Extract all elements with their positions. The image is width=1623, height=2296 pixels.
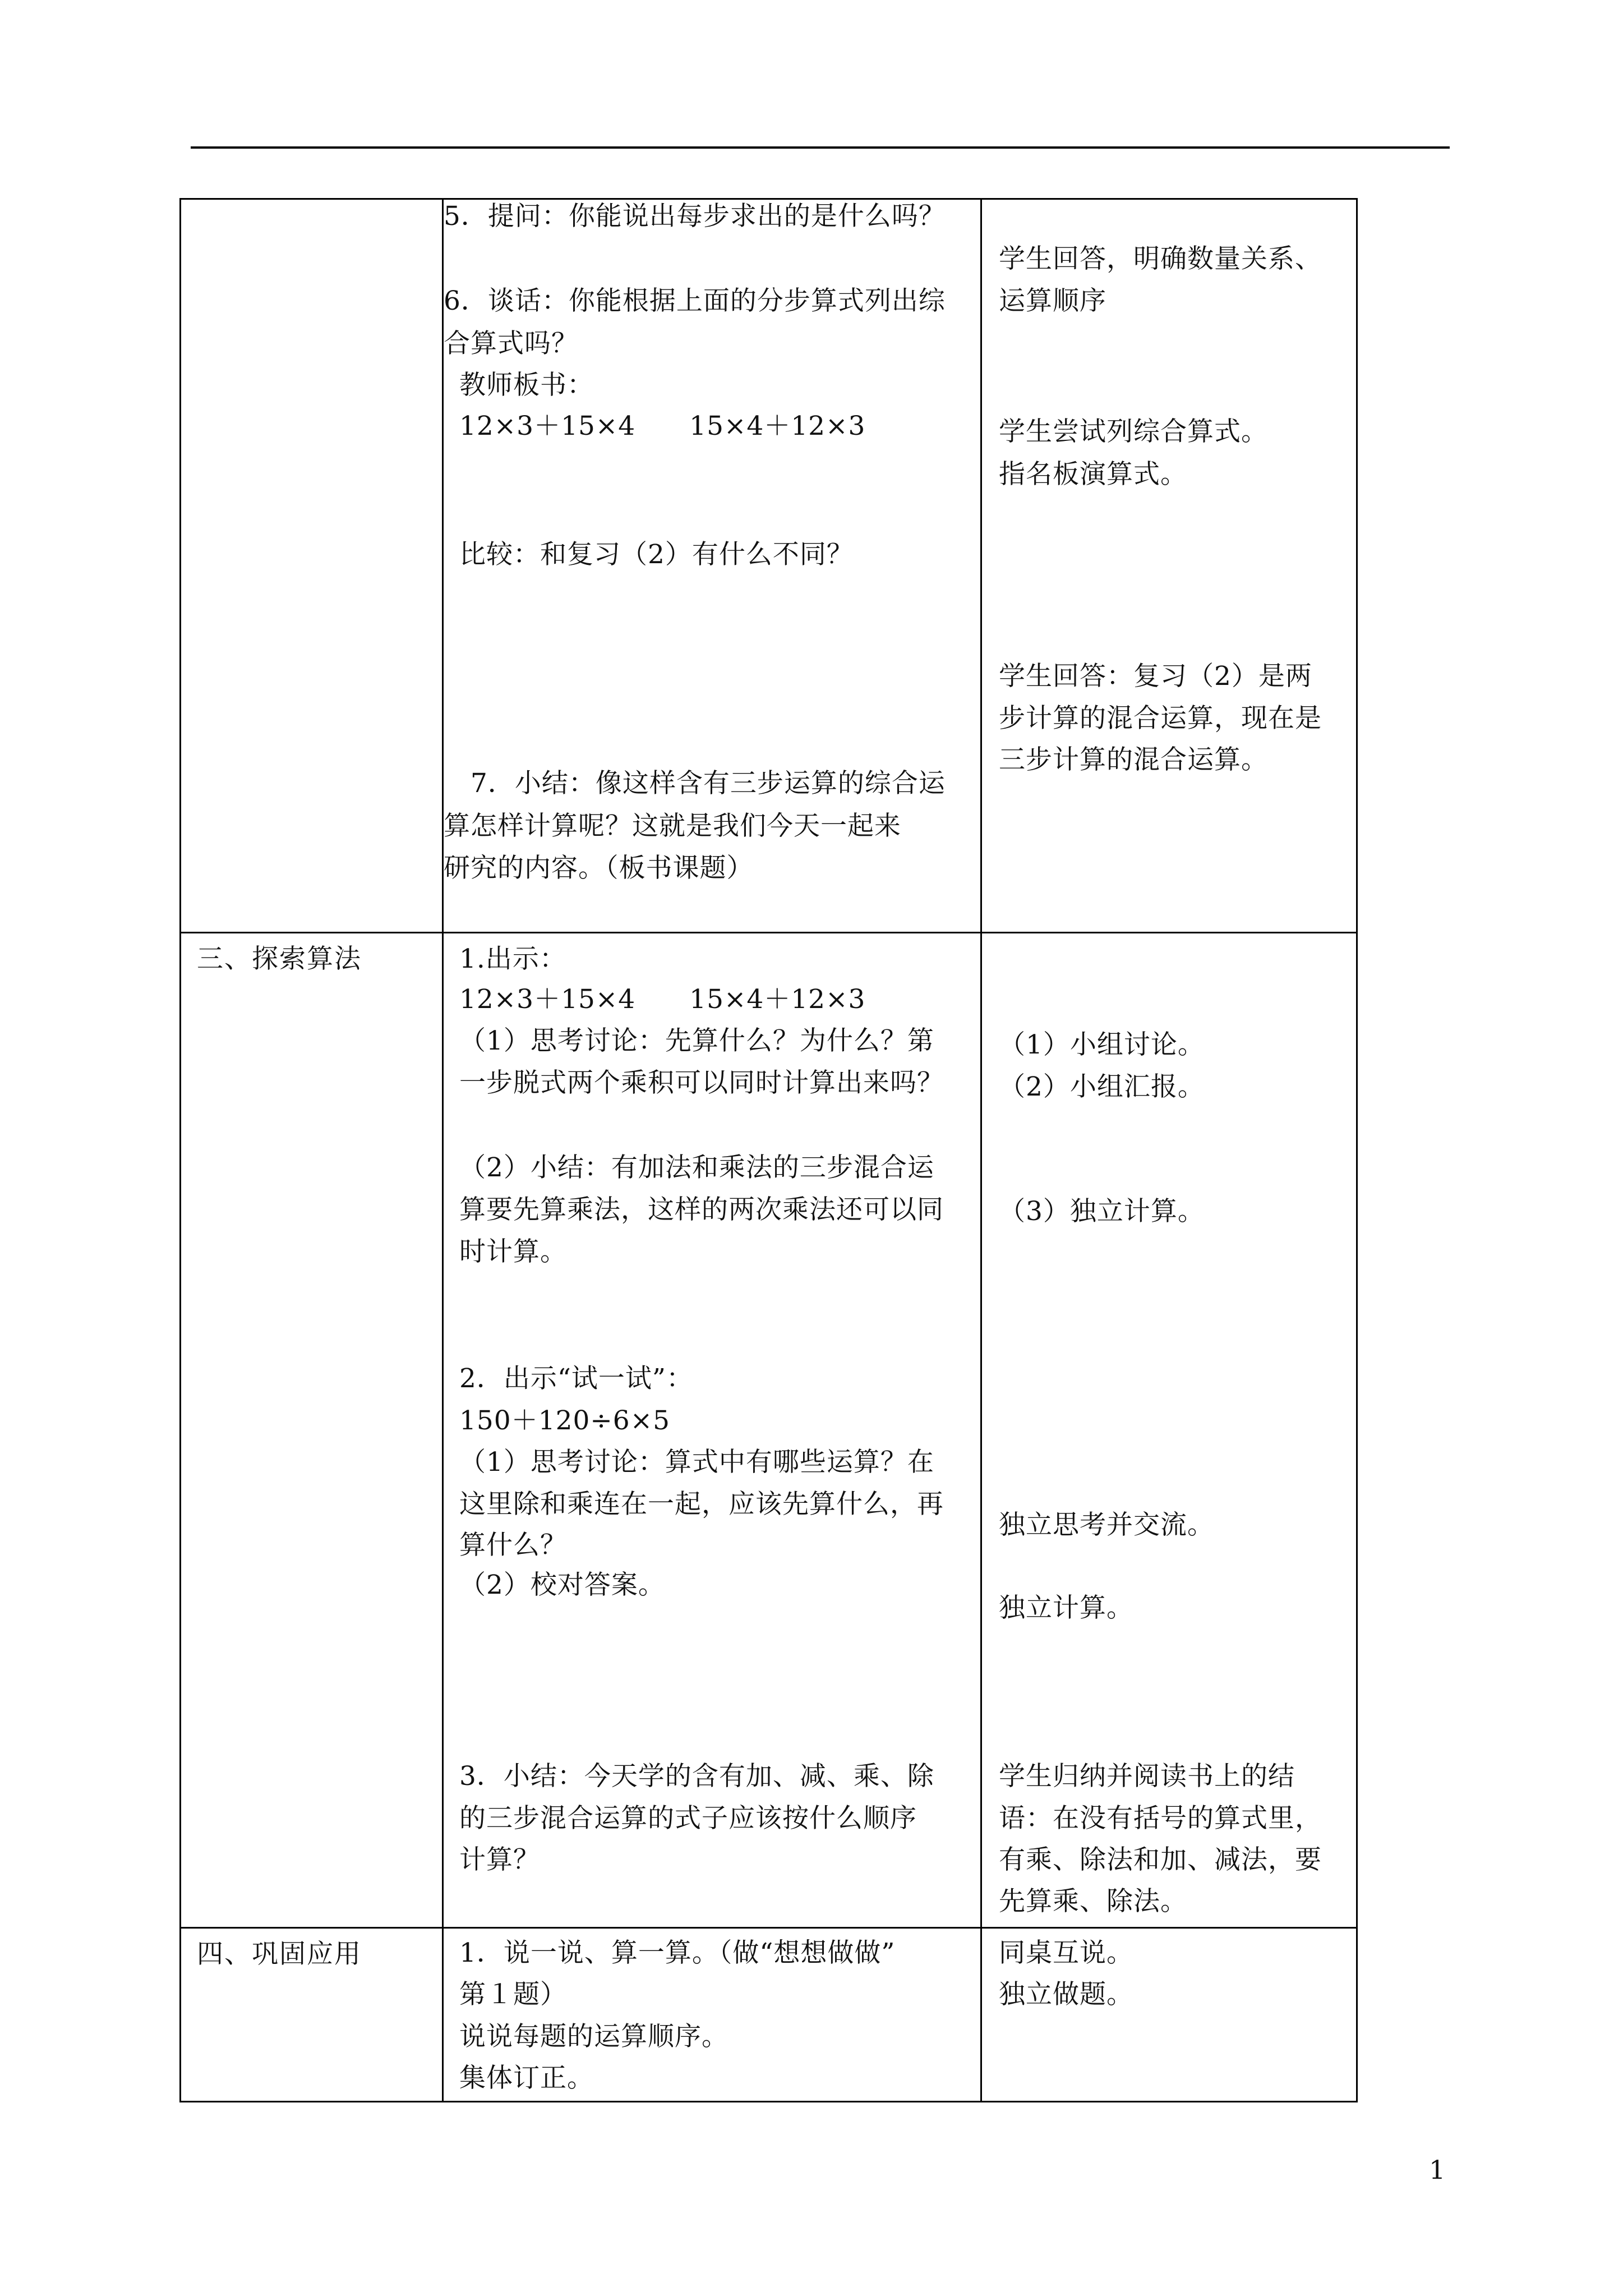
page-number: 1 (1429, 2155, 1446, 2185)
student-line: （2）小组汇报。 (999, 1071, 1205, 1102)
teacher-line: 算要先算乘法，这样的两次乘法还可以同 (459, 1194, 944, 1225)
student-line: 先算乘、除法。 (999, 1886, 1187, 1917)
teacher-activity-cell (443, 199, 981, 933)
teacher-line: 6．谈话：你能根据上面的分步算式列出综 (444, 286, 946, 316)
teacher-line: 算什么？ (459, 1530, 567, 1561)
header-rule (191, 146, 1450, 149)
teacher-line: 计算？ (459, 1844, 540, 1875)
teacher-line: （1）思考讨论：先算什么？为什么？第 (459, 1025, 934, 1056)
student-line: 独立做题。 (999, 1979, 1133, 2010)
student-line: （1）小组讨论。 (999, 1029, 1205, 1060)
student-line: 指名板演算式。 (999, 459, 1187, 490)
student-line: 语：在没有括号的算式里， (999, 1803, 1322, 1834)
teacher-line: 合算式吗？ (444, 328, 578, 359)
teacher-activity-cell (443, 933, 981, 1928)
student-activity-cell (981, 1928, 1357, 2102)
table-row (181, 199, 1357, 933)
teacher-activity-cell (443, 1928, 981, 2102)
teacher-line: 2．出示“试一试”： (459, 1363, 693, 1394)
teacher-line: 这里除和乘连在一起，应该先算什么，再 (459, 1489, 944, 1520)
table-row (181, 933, 1357, 1928)
lesson-plan-table (179, 198, 1358, 2102)
teacher-line: 150＋120÷6×5 (459, 1405, 670, 1436)
teacher-line: （1）思考讨论：算式中有哪些运算？在 (459, 1447, 934, 1478)
teacher-line: 3．小结：今天学的含有加、减、乘、除 (459, 1761, 934, 1792)
teacher-line: 一步脱式两个乘积可以同时计算出来吗？ (459, 1068, 944, 1098)
student-activity-cell (981, 199, 1357, 933)
student-line: 运算顺序 (999, 286, 1106, 316)
teacher-line: 集体订正。 (459, 2063, 594, 2093)
student-line: 学生尝试列综合算式。 (999, 416, 1268, 447)
student-line: 学生回答，明确数量关系、 (999, 243, 1322, 274)
stage-label: 四、巩固应用 (197, 1939, 362, 1970)
student-line: 有乘、除法和加、减法，要 (999, 1844, 1322, 1875)
stage-label (181, 200, 442, 204)
teacher-line: 1．说一说、算一算。（做“想想做做” (459, 1938, 896, 1968)
stage-cell (181, 1928, 443, 2102)
teacher-line: 1.出示： (459, 944, 566, 974)
teacher-line: （2）小结：有加法和乘法的三步混合运 (459, 1152, 934, 1183)
student-line: 三步计算的混合运算。 (999, 744, 1268, 775)
teacher-line: 时计算。 (459, 1236, 567, 1267)
teacher-line: 比较：和复习（2）有什么不同？ (459, 539, 854, 570)
stage-cell (181, 933, 443, 1928)
stage-cell (181, 199, 443, 933)
student-line: 学生回答：复习（2）是两 (999, 661, 1312, 692)
teacher-line: 12×3＋15×4 15×4＋12×3 (459, 411, 866, 441)
teacher-line: 12×3＋15×4 15×4＋12×3 (459, 984, 866, 1015)
student-line: 步计算的混合运算，现在是 (999, 703, 1322, 734)
teacher-line: 的三步混合运算的式子应该按什么顺序 (459, 1803, 917, 1834)
teacher-line: 5．提问：你能说出每步求出的是什么吗？ (444, 201, 946, 232)
student-activity-cell (981, 933, 1357, 1928)
student-line: 学生归纳并阅读书上的结 (999, 1761, 1295, 1792)
teacher-line: （2）校对答案。 (459, 1570, 665, 1600)
student-line: 独立计算。 (999, 1593, 1133, 1623)
teacher-line: 说说每题的运算顺序。 (459, 2021, 728, 2052)
teacher-line: 研究的内容。（板书课题） (444, 853, 754, 884)
stage-label: 三、探索算法 (197, 944, 362, 974)
table-row (181, 1928, 1357, 2102)
student-line: 同桌互说。 (999, 1938, 1133, 1968)
teacher-line: 教师板书： (459, 370, 594, 401)
teacher-line: 7．小结：像这样含有三步运算的综合运 (471, 768, 946, 799)
teacher-line: 算怎样计算呢？这就是我们今天一起来 (444, 811, 901, 841)
student-line: 独立思考并交流。 (999, 1510, 1214, 1540)
student-line: （3）独立计算。 (999, 1196, 1205, 1227)
teacher-line: 第１题） (459, 1979, 567, 2010)
